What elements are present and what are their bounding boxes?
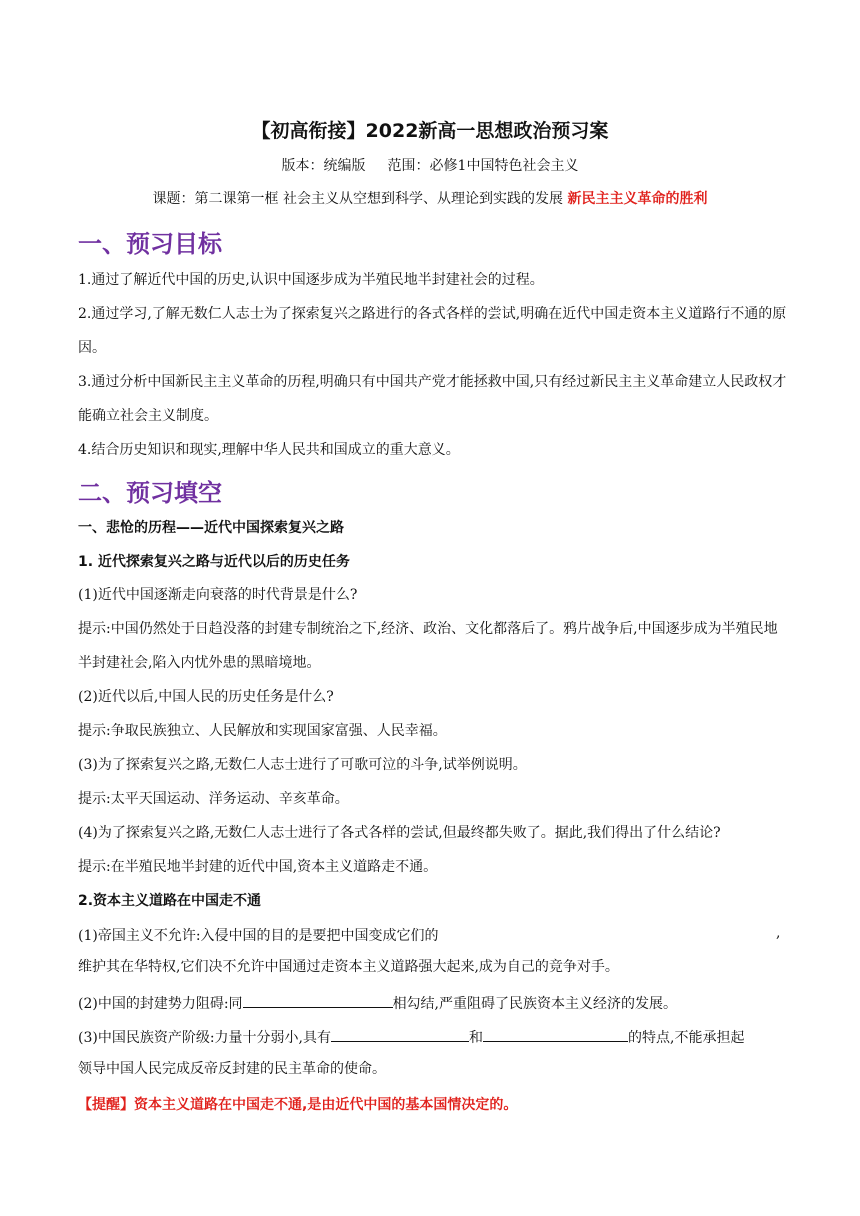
question-2: (2)近代以后,中国人民的历史任务是什么? (78, 689, 334, 705)
fill3-text-a: (3)中国民族资产阶级:力量十分弱小,具有 (78, 1030, 331, 1046)
topic-line (0, 188, 860, 208)
fill-line-3 (78, 1027, 744, 1047)
fill3-mid: 和 (469, 1030, 483, 1046)
page-title: 【初高衔接】2022新高一思想政治预习案 (251, 120, 609, 142)
answer-1: 提示:中国仍然处于日趋没落的封建专制统治之下,经济、政治、文化都落后了。鸦片战争后,中国逐步成为半殖民地半封建社会,陷入内忧外患的黑暗境地。 (78, 621, 778, 671)
fill3-continuation: 领导中国人民完成反帝反封建的民主革命的使命。 (78, 1061, 386, 1077)
reminder-note: 【提醒】资本主义道路在中国走不通,是由近代中国的基本国情决定的。 (78, 1097, 518, 1113)
fill1-continuation: 维护其在华特权,它们决不允许中国通过走资本主义道路强大起来,成为自己的竞争对手。 (78, 959, 619, 975)
part2-title: 2.资本主义道路在中国走不通 (78, 893, 262, 909)
section2-heading: 二、预习填空 (78, 479, 222, 507)
goal-item-3: 3.通过分析中国新民主主义革命的历程,明确只有中国共产党才能拯救中国,只有经过新民主主义革命建立人民政权才能确立社会主义制度。 (78, 374, 787, 424)
meta-line (0, 155, 860, 175)
fill1-comma: , (776, 925, 781, 941)
topic-prefix: 课题：第二课第一框 社会主义从空想到科学、从理论到实践的发展 (152, 191, 563, 207)
goal-item-2: 2.通过学习,了解无数仁人志士为了探索复兴之路进行的各式各样的尝试,明确在近代中国走资本主义道路行不通的原因。 (78, 306, 787, 356)
answer-4: 提示:在半殖民地半封建的近代中国,资本主义道路走不通。 (78, 859, 438, 875)
fill1-text: (1)帝国主义不允许:入侵中国的目的是要把中国变成它们的 (78, 928, 439, 944)
fill2-text-a: (2)中国的封建势力阻碍:同 (78, 996, 243, 1012)
question-4: (4)为了探索复兴之路,无数仁人志士进行了各式各样的尝试,但最终都失败了。据此,我们得出了什么结论? (78, 825, 721, 841)
fill-line-1 (78, 925, 439, 945)
edition-label: 版本：统编版 (281, 158, 366, 174)
goal-item-4: 4.结合历史知识和现实,理解中华人民共和国成立的重大意义。 (78, 442, 460, 458)
fill2-text-b: 相勾结,严重阻碍了民族资本主义经济的发展。 (392, 996, 678, 1012)
fill3-blank-1[interactable] (331, 1027, 469, 1042)
answer-2: 提示:争取民族独立、人民解放和实现国家富强、人民幸福。 (78, 723, 447, 739)
section1-heading: 一、预习目标 (78, 230, 222, 258)
goal-item-1: 1.通过了解近代中国的历史,认识中国逐步成为半殖民地半封建社会的过程。 (78, 272, 544, 288)
fill2-blank[interactable] (243, 993, 393, 1008)
question-3: (3)为了探索复兴之路,无数仁人志士进行了可歌可泣的斗争,试举例说明。 (78, 757, 527, 773)
scope-label: 范围：必修1中国特色社会主义 (387, 158, 579, 174)
fill3-blank-2[interactable] (483, 1027, 628, 1042)
fill3-text-b: 的特点,不能承担起 (628, 1030, 745, 1046)
topic-highlight: 新民主主义革命的胜利 (567, 191, 708, 207)
sub-heading: 一、悲怆的历程——近代中国探索复兴之路 (78, 520, 344, 536)
part1-title: 1. 近代探索复兴之路与近代以后的历史任务 (78, 554, 350, 570)
fill-line-2 (78, 993, 677, 1013)
question-1: (1)近代中国逐渐走向衰落的时代背景是什么? (78, 587, 358, 603)
answer-3: 提示:太平天国运动、洋务运动、辛亥革命。 (78, 791, 349, 807)
